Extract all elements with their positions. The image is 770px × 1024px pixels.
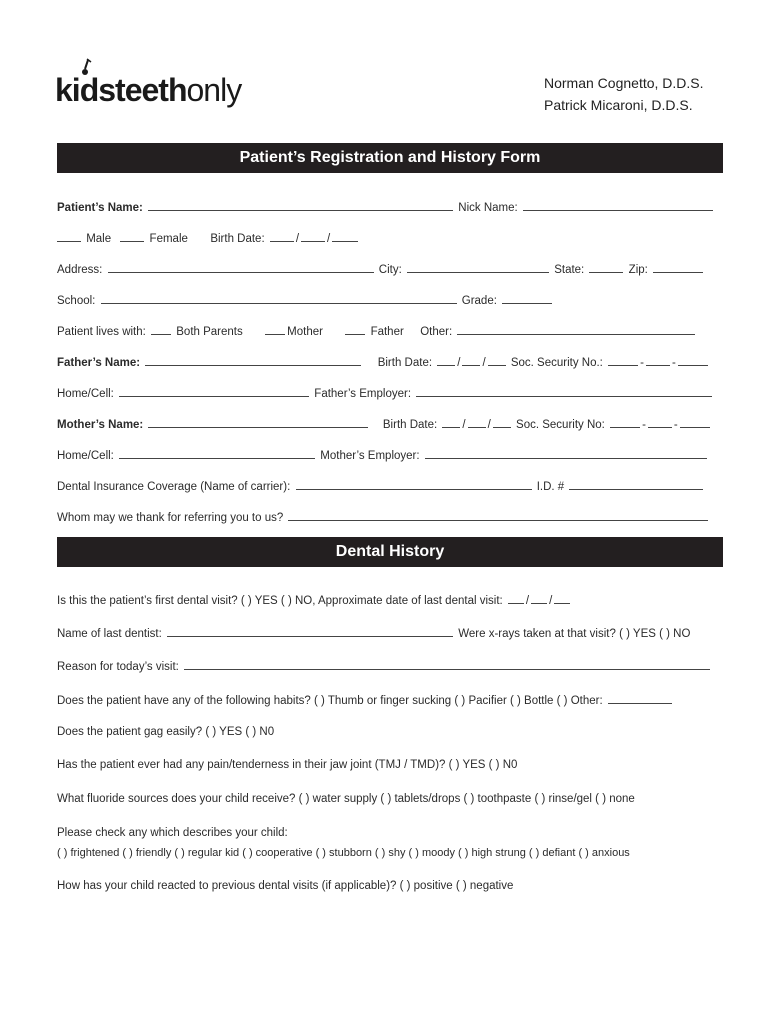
father-name-row: Father’s Name: Birth Date: / / Soc. Security No.: - - (57, 354, 723, 369)
fluoride-row (57, 793, 723, 805)
last-dentist-field[interactable] (167, 625, 453, 637)
last-visit-day[interactable] (531, 592, 547, 604)
label: State: (554, 264, 585, 276)
referral-field[interactable] (288, 509, 708, 521)
male-field[interactable] (57, 230, 81, 242)
child-description-checkboxes[interactable]: ( ) frightened ( ) friendly ( ) regular kid ( ) cooperative ( ) stubborn ( ) shy ( ) moody ( ) high strung ( ) defiant ( ) anxious (57, 847, 630, 859)
section-title: Dental History (335, 543, 445, 560)
patient-name-row (57, 199, 723, 214)
label: School: (57, 295, 96, 307)
question: Reason for today’s visit: (57, 661, 179, 673)
father-field[interactable] (345, 323, 365, 335)
label: Grade: (461, 295, 497, 307)
school-row (57, 292, 723, 307)
question: Were x-rays taken at that visit? ( ) YES ( ) NO (458, 628, 691, 640)
mother-employer-field[interactable] (425, 447, 707, 459)
lives-with-row (57, 323, 723, 338)
gag-row (57, 726, 723, 738)
mother-name-row: Mother’s Name: Birth Date: / / Soc. Security No: - - (57, 416, 723, 431)
previous-reaction-row (57, 880, 723, 892)
sep: / (482, 357, 486, 369)
sep: / (525, 595, 530, 607)
father-ssn-2[interactable] (646, 354, 670, 366)
sep: / (487, 419, 491, 431)
label: Birth Date: (377, 357, 433, 369)
gender-row (57, 230, 723, 245)
mother-home-cell-field[interactable] (119, 447, 315, 459)
habits-row (57, 692, 723, 707)
birth-month-field[interactable] (270, 230, 294, 242)
label: City: (378, 264, 402, 276)
birth-year-field[interactable] (332, 230, 358, 242)
last-visit-month[interactable] (508, 592, 524, 604)
label: Father’s Employer: (314, 388, 412, 400)
label: Female (149, 233, 188, 245)
father-employer-field[interactable] (416, 385, 712, 397)
habits-other-field[interactable] (608, 692, 672, 704)
label: Mother’s Employer: (320, 450, 420, 462)
label: Other: (420, 326, 453, 338)
label: Zip: (628, 264, 648, 276)
label: Soc. Security No.: (510, 357, 603, 369)
doctors-list (544, 72, 704, 116)
question: Name of last dentist: (57, 628, 162, 640)
city-field[interactable] (407, 261, 549, 273)
address-row (57, 261, 723, 276)
question: What fluoride sources does your child receive? ( ) water supply ( ) tablets/drops ( ) toothpaste ( ) rinse/gel ( ) none (57, 793, 635, 805)
sep: / (295, 233, 300, 245)
doctor-name: Patrick Micaroni, D.D.S. (544, 97, 693, 113)
form-title: Patient’s Registration and History Form (239, 149, 541, 166)
question: Does the patient gag easily? ( ) YES ( ) N0 (57, 726, 275, 738)
label: Male (86, 233, 112, 245)
logo-wordmark: kidsteethonly (55, 72, 242, 108)
label: Father’s Name: (57, 357, 141, 369)
mother-field[interactable] (265, 323, 285, 335)
label: Soc. Security No: (516, 419, 605, 431)
school-field[interactable] (101, 292, 457, 304)
mother-ssn-1[interactable] (610, 416, 640, 428)
other-field[interactable] (457, 323, 695, 335)
label: Home/Cell: (57, 450, 114, 462)
father-birth-month[interactable] (437, 354, 455, 366)
address-field[interactable] (108, 261, 374, 273)
both-parents-field[interactable] (151, 323, 171, 335)
question: Please check any which describes your child: (57, 827, 288, 839)
form-title-banner (57, 143, 723, 173)
sep: / (457, 357, 461, 369)
mother-contact-row (57, 447, 723, 462)
reason-field[interactable] (184, 658, 710, 670)
label: I.D. # (536, 481, 565, 493)
father-ssn-3[interactable] (678, 354, 708, 366)
mother-birth-year[interactable] (493, 416, 511, 428)
insurance-id-field[interactable] (569, 478, 703, 490)
insurance-row (57, 478, 723, 493)
last-dentist-row (57, 625, 723, 640)
label: Both Parents (176, 326, 243, 338)
label: Whom may we thank for referring you to us? (57, 512, 284, 524)
patient-name-field[interactable] (148, 199, 453, 211)
first-visit-row (57, 592, 723, 607)
question: Does the patient have any of the following habits? ( ) Thumb or finger sucking ( ) Pacifier ( ) Bottle ( ) Other: (57, 695, 603, 707)
nick-name-field[interactable] (523, 199, 713, 211)
referral-row (57, 509, 723, 524)
mother-ssn-3[interactable] (680, 416, 710, 428)
label: Patient’s Name: (57, 202, 143, 214)
label: Patient lives with: (57, 326, 146, 338)
label: Birth Date: (382, 419, 438, 431)
father-name-field[interactable] (145, 354, 361, 366)
sep: / (327, 233, 331, 245)
label: Mother’s Name: (57, 419, 144, 431)
label: Dental Insurance Coverage (Name of carrier): (57, 481, 291, 493)
female-field[interactable] (120, 230, 144, 242)
sep: / (462, 419, 466, 431)
zip-field[interactable] (653, 261, 703, 273)
father-ssn-1[interactable] (608, 354, 638, 366)
birth-day-field[interactable] (301, 230, 325, 242)
describe-child-row (57, 827, 723, 839)
dental-history-banner (57, 537, 723, 567)
mother-birth-day[interactable] (468, 416, 486, 428)
father-contact-row (57, 385, 723, 400)
doctor-name: Norman Cognetto, D.D.S. (544, 75, 704, 91)
label: Address: (57, 264, 103, 276)
father-birth-year[interactable] (488, 354, 506, 366)
mother-birth-month[interactable] (442, 416, 460, 428)
kidsteethonly-logo (55, 58, 295, 118)
label: Nick Name: (458, 202, 518, 214)
state-field[interactable] (589, 261, 623, 273)
mother-ssn-2[interactable] (648, 416, 672, 428)
mother-name-field[interactable] (148, 416, 368, 428)
label: Birth Date: (210, 233, 265, 245)
question: Has the patient ever had any pain/tenderness in their jaw joint (TMJ / TMD)? ( ) YES ( ) N0 (57, 759, 518, 771)
father-home-cell-field[interactable] (119, 385, 309, 397)
describe-child-options (57, 847, 723, 859)
label: Father (370, 326, 404, 338)
reason-row (57, 658, 723, 673)
question: Is this the patient’s first dental visit? ( ) YES ( ) NO, Approximate date of last dental visit: (57, 595, 503, 607)
insurance-field[interactable] (296, 478, 532, 490)
tmj-row (57, 759, 723, 771)
sep: / (549, 595, 553, 607)
last-visit-year[interactable] (554, 592, 570, 604)
question: How has your child reacted to previous dental visits (if applicable)? ( ) positive ( ) negative (57, 880, 514, 892)
grade-field[interactable] (502, 292, 552, 304)
label: Home/Cell: (57, 388, 114, 400)
label: Mother (287, 326, 323, 338)
father-birth-day[interactable] (462, 354, 480, 366)
